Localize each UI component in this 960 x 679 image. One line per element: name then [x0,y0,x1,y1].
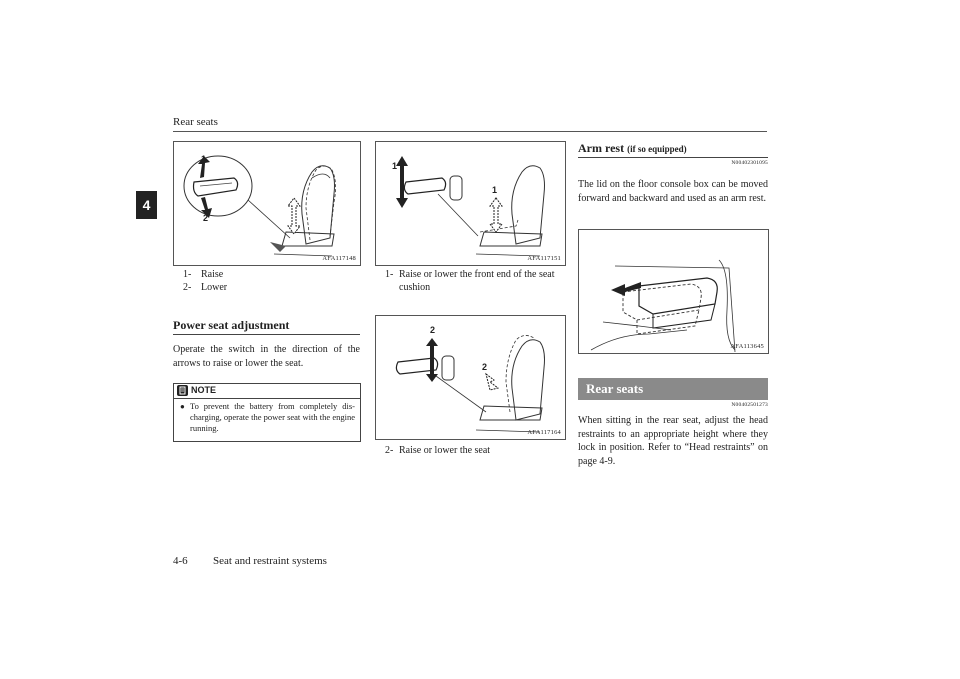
section-title-power-seat: Power seat adjustment [173,318,290,332]
body-rear-seats: When sitting in the rear seat, adjust the head restraints to an appropriate height where they lock in position. Refer to “Head restraints” on page 4-9. [578,415,768,467]
header-rule [173,131,767,132]
figure-cushion-front [375,141,566,266]
figure-label-2: 2 [430,325,436,335]
figure-label-1: 1 [201,154,207,164]
chapter-tab: 4 [136,191,157,219]
figure-arm-rest [578,229,769,354]
caption-item-lower: 2- Lower [183,282,228,293]
figure-seat-height [375,315,566,440]
bullet-icon: ● [180,402,185,411]
reference-code: N00402501273 [731,402,768,408]
note-label: NOTE [191,385,217,395]
figure-label-2: 2 [203,213,209,223]
figure-seat-raise-lower [173,141,361,266]
note-box [173,383,361,442]
figure-code: AFA117151 [527,255,561,262]
footer-section-title: Seat and restraint systems [213,555,327,567]
note-header [174,384,360,399]
caption-item-seat: 2- Raise or lower the seat [385,445,491,456]
section-title-arm-rest: Arm rest (if so equipped) [578,141,687,155]
note-text: To prevent the battery from completely dis-charging, operate the power seat with the engine running. [190,401,355,433]
caption-item-raise: 1- Raise [183,269,224,280]
arm-rest-illustration [579,230,768,353]
figure-label-2b: 2 [482,362,488,372]
page-header-title: Rear seats [173,116,218,128]
figure-label-1b: 1 [492,185,498,195]
section-rule [578,157,768,158]
figure-code: AFA117148 [322,255,356,262]
caption-list [183,268,227,294]
cushion-switch-illustration [376,142,565,265]
figure-label-1: 1 [392,161,398,171]
note-icon [177,385,188,396]
figure-code: AFA113645 [730,343,764,350]
figure-code: AFA117164 [527,429,561,436]
page-number: 4-6 [173,555,188,567]
seat-height-illustration [376,316,565,439]
body-power-seat: Operate the switch in the direction of the arrows to raise or lower the seat. [173,344,360,369]
caption-item-cushion: 1- Raise or lower the front end of the seat cushion [385,269,555,293]
reference-code: N00402301095 [731,160,768,166]
section-banner-rear-seats: Rear seats [578,378,768,400]
body-arm-rest: The lid on the floor console box can be moved forward and backward and used as an arm rest. [578,179,768,204]
section-rule [173,334,360,335]
